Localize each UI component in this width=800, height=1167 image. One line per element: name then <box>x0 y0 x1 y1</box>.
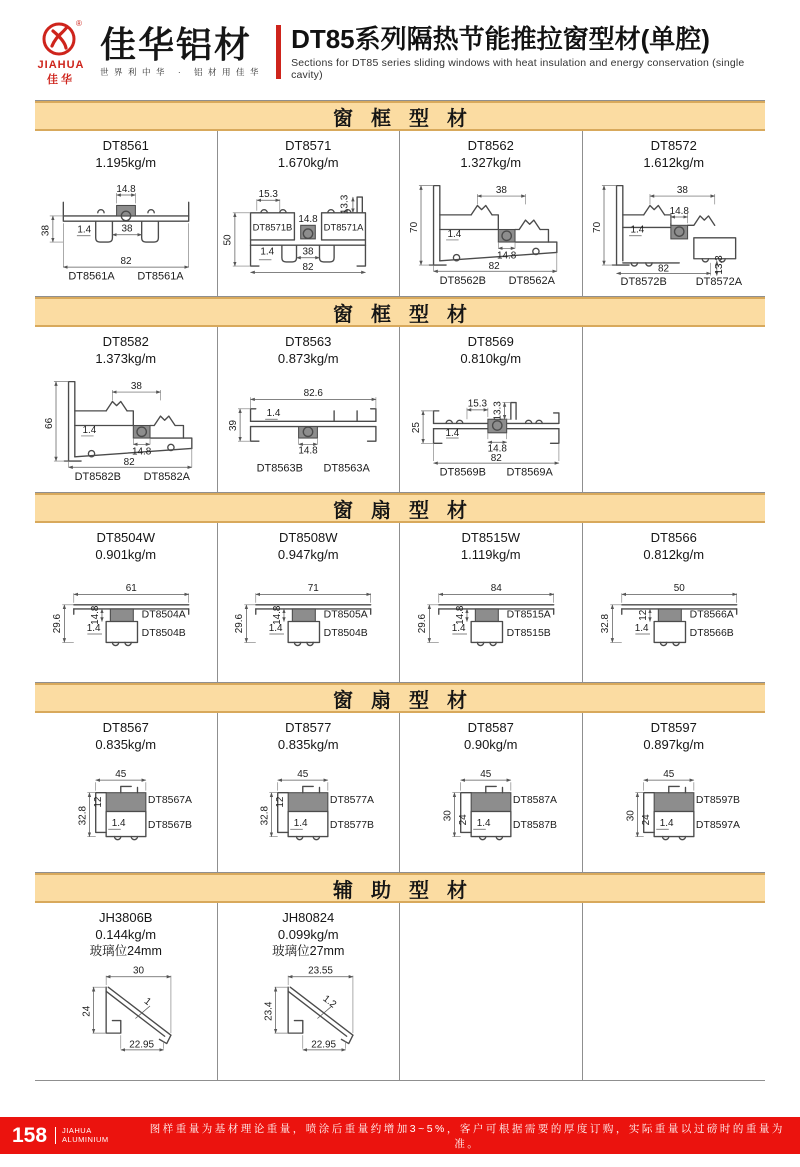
part-label: DT8572B <box>620 275 667 288</box>
profile-weight: 0.835kg/m <box>277 737 339 752</box>
dim-label: 32.8 <box>259 806 271 826</box>
page-footer <box>0 1117 800 1154</box>
profile-cell-dt8561 <box>35 131 218 296</box>
profile-cell-empty <box>583 903 766 1080</box>
dim-label: 38 <box>121 223 133 235</box>
dim-label: 22.95 <box>129 1039 154 1051</box>
dim-label: 61 <box>125 583 137 595</box>
profile-drawing <box>37 367 215 484</box>
dim-label: 22.95 <box>311 1039 337 1051</box>
profile-code: DT8561 <box>102 138 149 153</box>
dim-label: 14.8 <box>116 183 136 195</box>
dim-label: 70 <box>408 221 420 233</box>
dim-label: 13.3 <box>713 255 725 275</box>
profile-row <box>35 713 765 873</box>
profile-drawing <box>585 753 763 870</box>
profile-weight: 1.373kg/m <box>95 351 157 366</box>
profile-weight: 1.195kg/m <box>95 155 157 170</box>
dim-label: 32.8 <box>599 613 611 634</box>
dim-label: 29.6 <box>51 613 63 634</box>
dim-label: 66 <box>43 417 55 429</box>
part-label: DT8572A <box>695 275 742 288</box>
profile-cell-dt8597 <box>583 713 766 872</box>
profile-weight: 0.144kg/m <box>95 927 157 942</box>
profile-code: DT8569 <box>467 334 514 349</box>
dim-label: 32.8 <box>77 806 89 826</box>
dim-label: 13.3 <box>492 401 504 421</box>
profile-code: DT8563 <box>285 334 332 349</box>
part-label: DT8587A <box>512 795 557 807</box>
section-band-frame-1 <box>35 101 765 131</box>
profile-drawing <box>402 171 580 288</box>
company-tagline: 世界利中华 · 铝材用佳华 <box>100 67 265 77</box>
profile-drawing <box>219 753 397 870</box>
profile-code: JH80824 <box>282 910 335 925</box>
profile-weight: 1.670kg/m <box>277 155 339 170</box>
dim-label: 15.3 <box>258 189 279 201</box>
dim-label: 1.2 <box>320 993 339 1011</box>
dim-label: 70 <box>591 221 603 233</box>
jiahua-swirl-logo-icon <box>39 18 83 58</box>
profile-cell-dt8515w <box>400 523 583 682</box>
footer-brand-bottom: ALUMINIUM <box>62 1134 109 1144</box>
glass-position-note: 玻璃位27mm <box>272 944 345 958</box>
profile-cell-dt8569 <box>400 327 583 492</box>
profile-row <box>35 523 765 683</box>
dim-label: 82.6 <box>303 388 324 400</box>
dim-label: 12 <box>275 796 287 808</box>
dim-label: 23.55 <box>308 965 334 977</box>
profile-cell-empty <box>400 903 583 1080</box>
profile-drawing <box>219 960 397 1077</box>
profile-weight: 1.612kg/m <box>643 155 705 170</box>
dim-label: 38 <box>130 380 142 392</box>
dim-label: 1.4 <box>447 228 462 240</box>
dim-label: 24 <box>81 1005 93 1017</box>
dim-label: 1.4 <box>451 622 466 634</box>
profile-weight: 0.099kg/m <box>277 927 339 942</box>
dim-label: 38 <box>302 246 314 258</box>
part-label: DT8566A <box>689 609 734 621</box>
profile-cell-dt8563 <box>218 327 401 492</box>
dim-label: 1.4 <box>634 622 649 634</box>
section-band-sash-2 <box>35 683 765 713</box>
part-label: DT8563A <box>323 462 371 475</box>
dim-label: 23.4 <box>263 1001 275 1021</box>
dim-label: 1.4 <box>82 424 97 436</box>
profile-weight: 0.90kg/m <box>464 737 518 752</box>
profile-code: DT8577 <box>285 720 332 735</box>
dim-label: 82 <box>657 263 669 275</box>
part-label: DT8597A <box>695 820 740 832</box>
part-label: DT8571A <box>323 221 364 233</box>
profile-drawing <box>585 563 763 680</box>
profile-code: DT8572 <box>650 138 697 153</box>
profile-weight: 0.897kg/m <box>643 737 705 752</box>
dim-label: 1.4 <box>630 224 645 236</box>
part-label: DT8515A <box>506 609 551 621</box>
profile-weight: 0.835kg/m <box>95 737 157 752</box>
footer-brand-top: JIAHUA <box>62 1126 92 1135</box>
dim-label: 29.6 <box>234 613 246 634</box>
part-label: DT8597B <box>695 795 740 807</box>
footer-note: 图样重量为基材理论重量，喷涂后重量约增加3~5%，客户可根据需要的厚度订购，实际重量以过磅时的重量为准。 <box>149 1122 785 1150</box>
part-label: DT8562A <box>508 274 555 287</box>
dim-label: 24 <box>640 814 652 826</box>
dim-label: 82 <box>120 255 132 267</box>
dim-label: 1.4 <box>260 246 275 258</box>
profile-cell-empty <box>583 327 766 492</box>
part-label: DT8561A <box>68 270 115 283</box>
part-label: DT8562B <box>439 274 486 287</box>
dim-label: 30 <box>442 810 454 822</box>
dim-label: 38 <box>676 184 688 196</box>
profile-drawing <box>219 367 397 484</box>
profile-cell-jh80824 <box>218 903 401 1080</box>
dim-label: 14.8 <box>487 443 507 455</box>
dim-label: 1.4 <box>266 408 281 420</box>
page-number: 158 <box>12 1123 48 1147</box>
profile-cell-dt8567 <box>35 713 218 872</box>
logo-brand-cn: 佳华 <box>47 73 75 86</box>
profile-drawing <box>37 171 215 288</box>
logo-brand-en: JIAHUA <box>37 58 85 71</box>
profile-code: DT8515W <box>461 530 521 545</box>
dim-label: 12 <box>637 609 649 621</box>
part-label: DT8515B <box>506 628 551 640</box>
dim-label: 1.4 <box>476 818 491 830</box>
section-title: 窗扇型材 <box>333 689 485 712</box>
part-label: DT8505A <box>323 609 369 621</box>
part-label: DT8567B <box>147 820 192 832</box>
profile-code: DT8582 <box>102 334 149 349</box>
profile-weight: 0.810kg/m <box>460 351 522 366</box>
dim-label: 1.4 <box>659 818 674 830</box>
title-block <box>291 24 772 81</box>
dim-label: 14.8 <box>298 214 318 226</box>
profile-cell-dt8571 <box>218 131 401 296</box>
reg-mark: ® <box>76 18 82 28</box>
profile-drawing <box>402 753 580 870</box>
dim-label: 38 <box>495 184 507 196</box>
section-title: 窗扇型材 <box>333 499 485 522</box>
profile-drawing <box>219 171 397 288</box>
part-label: DT8582B <box>74 470 121 483</box>
glass-position-note: 玻璃位24mm <box>89 944 162 958</box>
section-title: 辅助型材 <box>333 879 485 902</box>
profile-code: DT8566 <box>650 530 697 545</box>
part-label: DT8569B <box>439 466 486 479</box>
dim-label: 45 <box>297 769 309 781</box>
profile-cell-dt8582 <box>35 327 218 492</box>
dim-label: 45 <box>115 769 127 781</box>
page-title: DT85系列隔热节能推拉窗型材(单腔) <box>291 23 710 54</box>
dim-label: 45 <box>663 769 675 781</box>
profile-weight: 1.119kg/m <box>460 547 521 562</box>
dim-label: 30 <box>625 810 637 822</box>
dim-label: 14.8 <box>272 605 284 625</box>
dim-label: 14.8 <box>454 605 466 625</box>
part-label: DT8567A <box>147 795 192 807</box>
dim-label: 13.3 <box>339 194 351 215</box>
dim-label: 39 <box>228 419 240 432</box>
section-title: 窗框型材 <box>333 303 485 326</box>
page-header <box>28 16 772 88</box>
dim-label: 1.4 <box>86 622 101 634</box>
profile-cell-dt8508w <box>218 523 401 682</box>
profile-drawing <box>402 563 580 680</box>
profile-cell-dt8566 <box>583 523 766 682</box>
part-label: DT8563B <box>256 462 304 475</box>
profile-code: DT8504W <box>96 530 156 545</box>
dim-label: 38 <box>40 225 52 237</box>
dim-label: 1.4 <box>294 818 308 830</box>
section-band-frame-2 <box>35 297 765 327</box>
dim-label: 25 <box>410 422 422 434</box>
company-block <box>100 26 264 78</box>
dim-label: 45 <box>480 769 492 781</box>
dim-label: 82 <box>302 262 314 274</box>
profile-drawing <box>219 563 397 680</box>
dim-label: 50 <box>222 234 234 246</box>
dim-label: 82 <box>488 261 500 273</box>
dim-label: 14.8 <box>298 445 318 457</box>
dim-label: 1.4 <box>77 224 91 236</box>
profile-weight: 0.901kg/m <box>95 547 157 562</box>
profile-code: DT8562 <box>467 138 514 153</box>
part-label: DT8587B <box>512 820 557 832</box>
dim-label: 50 <box>673 583 685 595</box>
dim-label: 82 <box>490 453 502 465</box>
profile-drawing <box>585 171 763 288</box>
dim-label: 1 <box>141 995 153 1008</box>
part-label: DT8571B <box>252 221 293 233</box>
profile-drawing <box>37 563 215 680</box>
dim-label: 14.8 <box>89 605 101 625</box>
profile-drawing <box>37 753 215 870</box>
profile-cell-dt8572 <box>583 131 766 296</box>
part-label: DT8561A <box>137 270 184 283</box>
dim-label: 1.4 <box>111 818 126 830</box>
dim-label: 84 <box>490 583 502 595</box>
profile-weight: 0.947kg/m <box>277 547 339 562</box>
dim-label: 14.8 <box>496 250 517 262</box>
profile-drawing <box>402 367 580 484</box>
company-name: 佳华铝材 <box>100 24 253 65</box>
profile-code: DT8508W <box>278 530 338 545</box>
profile-weight: 0.812kg/m <box>643 547 705 562</box>
section-band-auxiliary <box>35 873 765 903</box>
profile-cell-dt8577 <box>218 713 401 872</box>
profile-code: DT8597 <box>650 720 697 735</box>
dim-label: 14.8 <box>669 205 689 217</box>
dim-label: 15.3 <box>467 398 487 410</box>
header-divider <box>276 25 281 79</box>
page-subtitle: Sections for DT85 series sliding windows with heat insulation and energy conservation (single cavity) <box>291 56 745 81</box>
part-label: DT8566B <box>689 628 734 640</box>
part-label: DT8582A <box>143 470 190 483</box>
dim-label: 29.6 <box>416 613 428 634</box>
part-label: DT8577B <box>330 820 375 832</box>
profile-cell-jh3806b <box>35 903 218 1080</box>
dim-label: 14.8 <box>131 446 152 458</box>
section-title: 窗框型材 <box>333 107 485 130</box>
dim-label: 82 <box>123 457 135 469</box>
profile-cell-dt8587 <box>400 713 583 872</box>
part-label: DT8504B <box>141 628 186 640</box>
profile-cell-dt8504w <box>35 523 218 682</box>
profile-cell-dt8562 <box>400 131 583 296</box>
dim-label: 12 <box>92 796 104 808</box>
profile-row <box>35 903 765 1081</box>
profile-code: JH3806B <box>99 910 153 925</box>
profile-table <box>35 100 765 1081</box>
footer-brand <box>55 1127 109 1144</box>
dim-label: 24 <box>457 814 469 826</box>
dim-label: 30 <box>132 965 144 977</box>
part-label: DT8504A <box>141 609 186 621</box>
profile-weight: 1.327kg/m <box>460 155 522 170</box>
part-label: DT8577A <box>330 795 375 807</box>
dim-label: 1.4 <box>268 622 283 634</box>
part-label: DT8504B <box>323 628 369 640</box>
profile-row <box>35 131 765 297</box>
profile-drawing <box>37 960 215 1077</box>
dim-label: 1.4 <box>445 427 459 439</box>
part-label: DT8569A <box>506 466 553 479</box>
section-band-sash-1 <box>35 493 765 523</box>
profile-code: DT8587 <box>467 720 514 735</box>
profile-row <box>35 327 765 493</box>
profile-weight: 0.873kg/m <box>277 351 339 366</box>
profile-code: DT8571 <box>285 138 332 153</box>
profile-code: DT8567 <box>102 720 149 735</box>
dim-label: 71 <box>307 583 319 595</box>
jiahua-logo <box>28 18 94 87</box>
